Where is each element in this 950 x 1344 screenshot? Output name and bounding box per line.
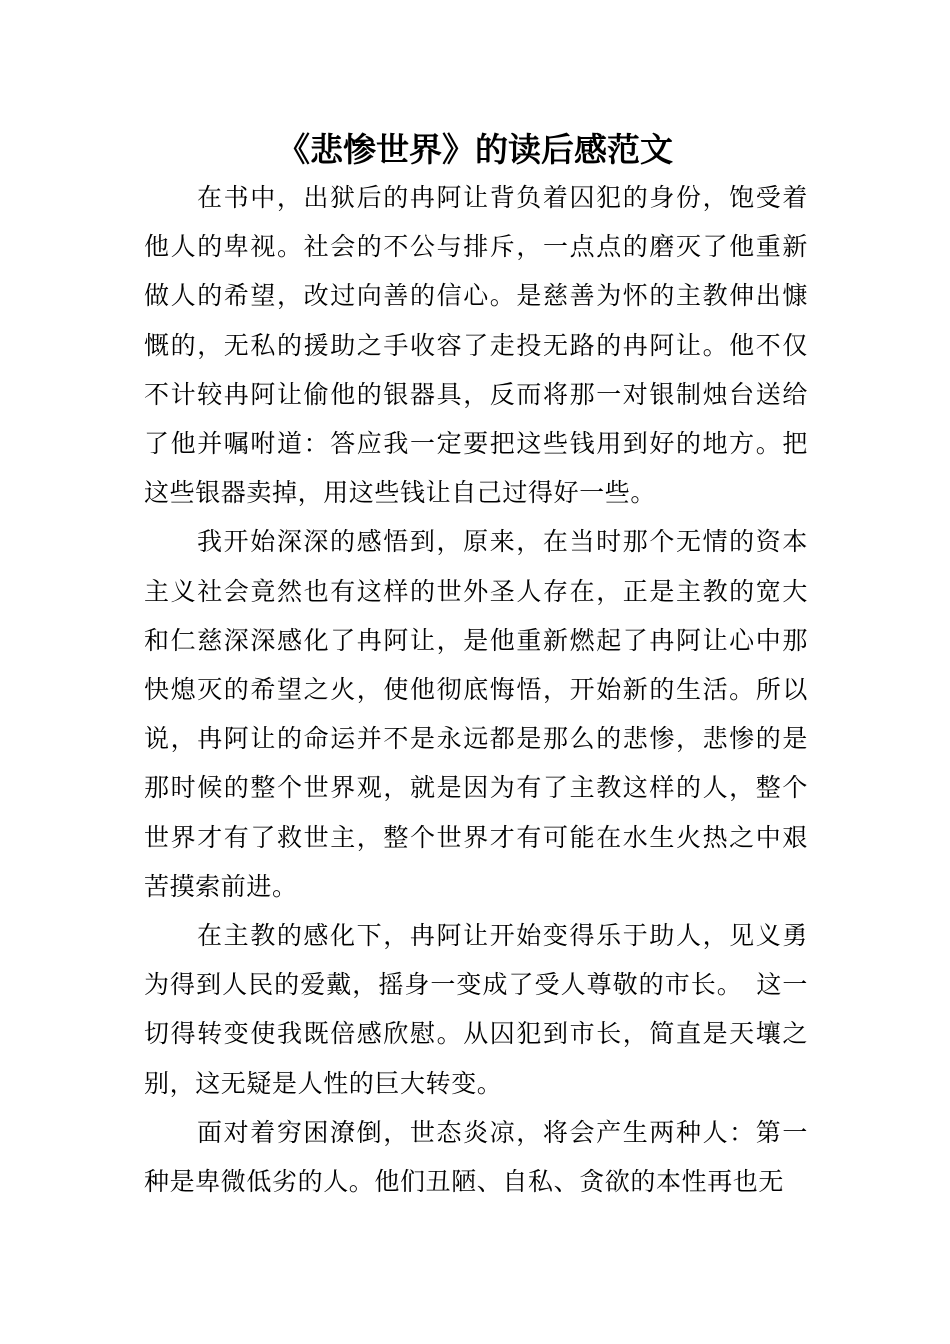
paragraph-3: 在主教的感化下，冉阿让开始变得乐于助人，见义勇为得到人民的爱戴，摇身一变成了受人尊敬的市长。 这一切得转变使我既倍感欣慰。从囚犯到市长，简直是天壤之别，这无疑是人性的巨大转变。 bbox=[144, 921, 808, 1098]
document-body bbox=[144, 173, 808, 1206]
paragraph-2: 我开始深深的感悟到，原来，在当时那个无情的资本主义社会竟然也有这样的世外圣人存在，正是主教的宽大和仁慈深深感化了冉阿让，是他重新燃起了冉阿让心中那快熄灭的希望之火，使他彻底悔悟，开始新的生活。所以说，冉阿让的命运并不是永远都是那么的悲惨，悲惨的是那时候的整个世界观，就是因为有了主教这样的人，整个世界才有了救世主，整个世界才有可能在水生火热之中艰苦摸索前进。 bbox=[144, 527, 808, 901]
document-title: 《悲惨世界》的读后感范文 bbox=[277, 130, 673, 169]
paragraph-1: 在书中，出狱后的冉阿让背负着囚犯的身份，饱受着他人的卑视。社会的不公与排斥，一点点的磨灭了他重新做人的希望，改过向善的信心。是慈善为怀的主教伸出慷慨的，无私的援助之手收容了走投无路的冉阿让。他不仅不计较冉阿让偷他的银器具，反而将那一对银制烛台送给了他并嘱咐道：答应我一定要把这些钱用到好的地方。把这些银器卖掉，用这些钱让自己过得好一些。 bbox=[144, 183, 808, 508]
paragraph-4: 面对着穷困潦倒，世态炎凉，将会产生两种人：第一种是卑微低劣的人。他们丑陋、自私、贪欲的本性再也无 bbox=[144, 1117, 808, 1197]
